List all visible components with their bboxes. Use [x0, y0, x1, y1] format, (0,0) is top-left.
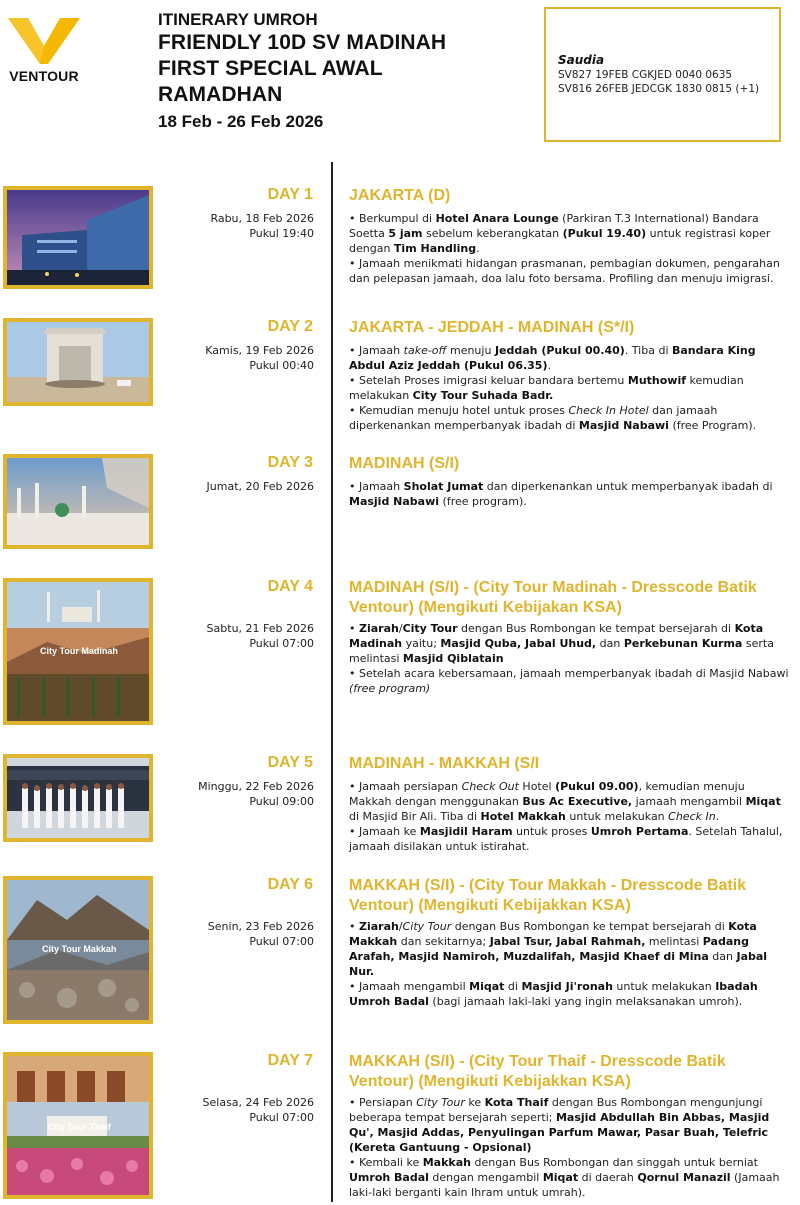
bullet-text-run: • Jamaah ke: [349, 825, 420, 838]
day-description: [349, 211, 789, 286]
day-title: MAKKAH (S/I) - (City Tour Thaif - Dresscode Batik Ventour) (Mengikuti Kebijakkan KSA): [349, 1053, 726, 1090]
bullet-text-run: , kemudian menuju Makkah dengan menggunakan: [349, 780, 745, 808]
bullet-text-run: • Setelah acara kebersamaan, jamaah memperbanyak ibadah di Masjid Nabawi: [349, 667, 789, 680]
photo-caption: City Tour Makkah: [42, 944, 117, 954]
flight-line-return: SV816 26FEB JEDCGK 1830 0815 (+1): [558, 83, 760, 95]
bullet-text-run: melintasi: [645, 935, 703, 948]
bullet-text-run: (Pukul 09.00): [555, 780, 639, 793]
day-title: JAKARTA - JEDDAH - MADINAH (S*/I): [349, 319, 635, 336]
bullet-text-run: Umroh Pertama: [590, 825, 689, 838]
bullet-text-run: •: [349, 622, 359, 635]
bullet-text-run: . Tiba di: [624, 344, 672, 357]
bullet-text-run: • Jamaah persiapan: [349, 780, 462, 793]
bullet-text-run: Masjid Nabawi: [349, 495, 440, 508]
bullet-text-run: 5 jam: [388, 227, 423, 240]
day-date: [160, 1095, 314, 1125]
bullet-text-run: untuk registrasi koper dengan: [349, 227, 771, 255]
bullet-item: [349, 621, 789, 666]
bullet-text-run: Miqat: [469, 980, 505, 993]
day-date-text: Minggu, 22 Feb 2026: [198, 780, 314, 793]
bullet-text-run: Masjid Ji'ronah: [521, 980, 613, 993]
bullet-text-run: Sholat Jumat: [403, 480, 484, 493]
header-label: ITINERARY UMROH: [158, 10, 318, 29]
day-label: DAY 3: [267, 454, 313, 471]
day-title: MADINAH - MAKKAH (S/I: [349, 755, 540, 772]
bullet-text-run: • Jamaah mengambil: [349, 980, 470, 993]
bullet-text-run: Hotel Anara Lounge: [435, 212, 559, 225]
bullet-item: [349, 1155, 789, 1200]
bullet-text-run: di daerah: [578, 1171, 638, 1184]
bullet-text-run: Qornul Manazil: [637, 1171, 731, 1184]
header-dates: 18 Feb - 26 Feb 2026: [158, 112, 324, 131]
bullet-text-run: • Jamaah: [349, 480, 404, 493]
bullet-text-run: Miqat: [745, 795, 781, 808]
mosque-photo: [3, 454, 153, 549]
bullet-text-run: (free Program).: [668, 419, 757, 432]
day-description: [349, 343, 789, 433]
bullet-text-run: Ibadah Umroh Badal: [349, 980, 758, 1008]
group-bus-photo: [3, 754, 153, 842]
monument-photo: [3, 318, 153, 406]
ventour-logo-mark: [4, 16, 84, 66]
airline-name: Saudia: [558, 53, 605, 67]
bullet-text-run: .: [476, 242, 480, 255]
flight-line-outbound: SV827 19FEB CGKJED 0040 0635: [558, 69, 733, 81]
day-date: [160, 919, 314, 949]
day-title: MAKKAH (S/I) - (City Tour Makkah - Dresscode Batik Ventour) (Mengikuti Kebijakkan KSA): [349, 877, 747, 914]
bullet-text-run: • Jamaah menikmati hidangan prasmanan, pembagian dokumen, pengarahan dan pelepasan jamaah, doa lalu foto bersama. Profiling dan menuju imigrasi.: [349, 257, 780, 285]
day-time-text: Pukul 09:00: [249, 795, 314, 808]
photo-caption: City Tour Madinah: [40, 646, 118, 656]
bullet-text-run: Hotel: [518, 780, 556, 793]
day-description: [349, 479, 789, 509]
day-label: DAY 1: [267, 186, 313, 203]
day-date: [160, 479, 314, 494]
bullet-text-run: • Kemudian menuju hotel untuk proses: [349, 404, 569, 417]
bullet-text-run: untuk melakukan: [565, 810, 669, 823]
timeline-divider: [331, 162, 333, 1202]
bullet-text-run: • Setelah Proses imigrasi keluar bandara bertemu: [349, 374, 628, 387]
bullet-text-run: Bandara King Abdul Aziz Jeddah (Pukul 06.35): [349, 344, 756, 372]
bullet-item: [349, 979, 789, 1009]
header-title-line-2: FIRST SPECIAL AWAL: [158, 57, 383, 80]
day-label: DAY 2: [267, 318, 313, 335]
bullet-text-run: City Tour: [416, 1096, 465, 1109]
bullet-text-run: • Berkumpul di: [349, 212, 436, 225]
bullet-text-run: /: [398, 920, 403, 933]
bullet-text-run: dengan Bus Rombongan ke tempat bersejarah di: [451, 920, 729, 933]
bullet-text-run: Miqat: [542, 1171, 579, 1184]
bullet-text-run: Bus Ac Executive,: [522, 795, 633, 808]
bullet-text-run: .: [547, 359, 551, 372]
bullet-item: [349, 666, 789, 696]
day-date-text: Senin, 23 Feb 2026: [207, 920, 314, 933]
bullet-text-run: (free program).: [439, 495, 527, 508]
bullet-text-run: Jeddah (Pukul 00.40): [494, 344, 625, 357]
bullet-text-run: Ziarah: [359, 622, 399, 635]
day-title: JAKARTA (D): [349, 187, 451, 204]
hotel-building-photo: [3, 186, 153, 289]
bullet-text-run: jamaah mengambil: [632, 795, 746, 808]
bullet-text-run: Check In Hotel: [568, 404, 649, 417]
bullet-text-run: serta melintasi: [349, 637, 774, 665]
bullet-item: [349, 256, 789, 286]
bullet-text-run: di: [504, 980, 522, 993]
bullet-text-run: Jabal Tsur, Jabal Rahmah,: [489, 935, 646, 948]
itinerary-header: [158, 10, 538, 135]
day-date-text: Kamis, 19 Feb 2026: [205, 344, 314, 357]
bullet-text-run: Muthowif: [627, 374, 687, 387]
bullet-text-run: dan jamaah diperkenankan memperbanyak ibadah di: [349, 404, 718, 432]
bullet-text-run: . Setelah Tahalul, jamaah disilakan untuk istirahat.: [349, 825, 783, 853]
bullet-text-run: ke: [464, 1096, 485, 1109]
day-label: DAY 5: [267, 754, 313, 771]
bullet-text-run: City Tour: [402, 920, 452, 933]
bullet-text-run: Masjidil Haram: [419, 825, 513, 838]
bullet-text-run: yaitu;: [402, 637, 441, 650]
bullet-text-run: Tim Handling: [393, 242, 477, 255]
day-title: MADINAH (S/I): [349, 455, 460, 472]
bullet-item: [349, 1095, 789, 1155]
bullet-text-run: •: [349, 920, 359, 933]
bullet-text-run: dengan Bus Rombongan dan singgah untuk berniat: [470, 1156, 758, 1169]
day-title: MADINAH (S/I) - (City Tour Madinah - Dresscode Batik Ventour) (Mengikuti Kebijakan KSA): [349, 579, 757, 616]
day-date: [160, 343, 314, 373]
bullet-text-run: (Pukul 19.40): [562, 227, 647, 240]
bullet-item: [349, 373, 789, 403]
bullet-text-run: dan sekitarnya;: [397, 935, 490, 948]
bullet-text-run: take-off: [403, 344, 447, 357]
bullet-text-run: Jabal Nur.: [349, 950, 768, 978]
flight-info-box: [544, 7, 781, 142]
bullet-text-run: • Jamaah: [349, 344, 404, 357]
bullet-text-run: Umroh Badal: [349, 1171, 429, 1184]
bullet-item: [349, 211, 789, 256]
day-date-text: Jumat, 20 Feb 2026: [206, 480, 314, 493]
day-time-text: Pukul 00:40: [249, 359, 314, 372]
day-date: [160, 779, 314, 809]
bullet-text-run: Masjid Quba, Jabal Uhud,: [440, 637, 597, 650]
bullet-text-run: (free program): [349, 682, 431, 695]
bullet-item: [349, 824, 789, 854]
day-time-text: Pukul 07:00: [249, 935, 314, 948]
bullet-text-run: (Jamaah laki-laki berganti kain Ihram untuk umrah).: [349, 1171, 780, 1199]
bullet-text-run: (bagi jamaah laki-laki yang ingin melaksanakan umroh).: [428, 995, 743, 1008]
day-description: [349, 779, 789, 854]
bullet-text-run: menuju: [446, 344, 495, 357]
bullet-item: [349, 479, 789, 509]
bullet-text-run: dan diperkenankan untuk memperbanyak ibadah di: [483, 480, 773, 493]
day-date-text: Rabu, 18 Feb 2026: [210, 212, 314, 225]
bullet-item: [349, 403, 789, 433]
bullet-text-run: untuk proses: [512, 825, 591, 838]
photo-caption: City Tour Thaif: [48, 1122, 111, 1132]
bullet-item: [349, 779, 789, 824]
bullet-text-run: Kota Makkah: [349, 920, 757, 948]
bullet-text-run: Kota Madinah: [349, 622, 764, 650]
bullet-text-run: Check In: [668, 810, 716, 823]
bullet-text-run: Perkebunan Kurma: [623, 637, 743, 650]
bullet-text-run: dan: [708, 950, 737, 963]
day-date-text: Sabtu, 21 Feb 2026: [206, 622, 314, 635]
day-time-text: Pukul 07:00: [249, 1111, 314, 1124]
day-label: DAY 7: [267, 1052, 313, 1069]
day-description: [349, 1095, 789, 1200]
header-title-line-3: RAMADHAN: [158, 83, 283, 106]
bullet-text-run: dengan mengambil: [428, 1171, 543, 1184]
bullet-text-run: dan: [596, 637, 624, 650]
day-description: [349, 621, 789, 696]
bullet-text-run: Padang Arafah, Masjid Namiroh, Muzdalifah, Masjid Khaef di Mina: [349, 935, 749, 963]
bullet-text-run: City Tour: [402, 622, 458, 635]
bullet-text-run: • Persiapan: [349, 1096, 417, 1109]
day-time-text: Pukul 07:00: [249, 637, 314, 650]
bullet-text-run: dengan Bus Rombongan mengunjungi beberapa tempat bersejarah seperti;: [349, 1096, 763, 1124]
bullet-text-run: City Tour Suhada Badr.: [412, 389, 554, 402]
day-date-text: Selasa, 24 Feb 2026: [202, 1096, 314, 1109]
bullet-item: [349, 919, 789, 979]
bullet-text-run: Masjid Qiblatain: [402, 652, 504, 665]
bullet-text-run: kemudian melakukan: [349, 374, 744, 402]
bullet-text-run: untuk melakukan: [612, 980, 716, 993]
day-date: [160, 621, 314, 651]
bullet-text-run: Masjid Nabawi: [578, 419, 669, 432]
bullet-text-run: • Kembali ke: [349, 1156, 423, 1169]
bullet-text-run: Makkah: [422, 1156, 471, 1169]
bullet-text-run: di Masjid Bir Ali. Tiba di: [349, 810, 481, 823]
bullet-text-run: dengan Bus Rombongan ke tempat bersejarah di: [457, 622, 735, 635]
bullet-item: [349, 343, 789, 373]
header-title-line-1: FRIENDLY 10D SV MADINAH: [158, 31, 447, 54]
bullet-text-run: /: [398, 622, 403, 635]
bullet-text-run: Check Out: [461, 780, 519, 793]
bullet-text-run: .: [715, 810, 720, 823]
bullet-text-run: (Parkiran T.3 International) Bandara Soetta: [349, 212, 759, 240]
day-time-text: Pukul 19:40: [249, 227, 314, 240]
bullet-text-run: sebelum keberangkatan: [422, 227, 563, 240]
day-date: [160, 211, 314, 241]
bullet-text-run: Masjid Abdullah Bin Abbas, Masjid Qu', Masjid Addas, Penyulingan Parfum Mawar, Pasar Buah, Telefric (Kereta Gantuung - Opsional): [349, 1111, 770, 1154]
brand-name: VENTOUR: [9, 68, 79, 84]
day-label: DAY 6: [267, 876, 313, 893]
bullet-text-run: Ziarah: [359, 920, 399, 933]
day-label: DAY 4: [267, 578, 313, 595]
day-description: [349, 919, 789, 1009]
bullet-text-run: Hotel Makkah: [480, 810, 566, 823]
bullet-text-run: Kota Thaif: [484, 1096, 549, 1109]
